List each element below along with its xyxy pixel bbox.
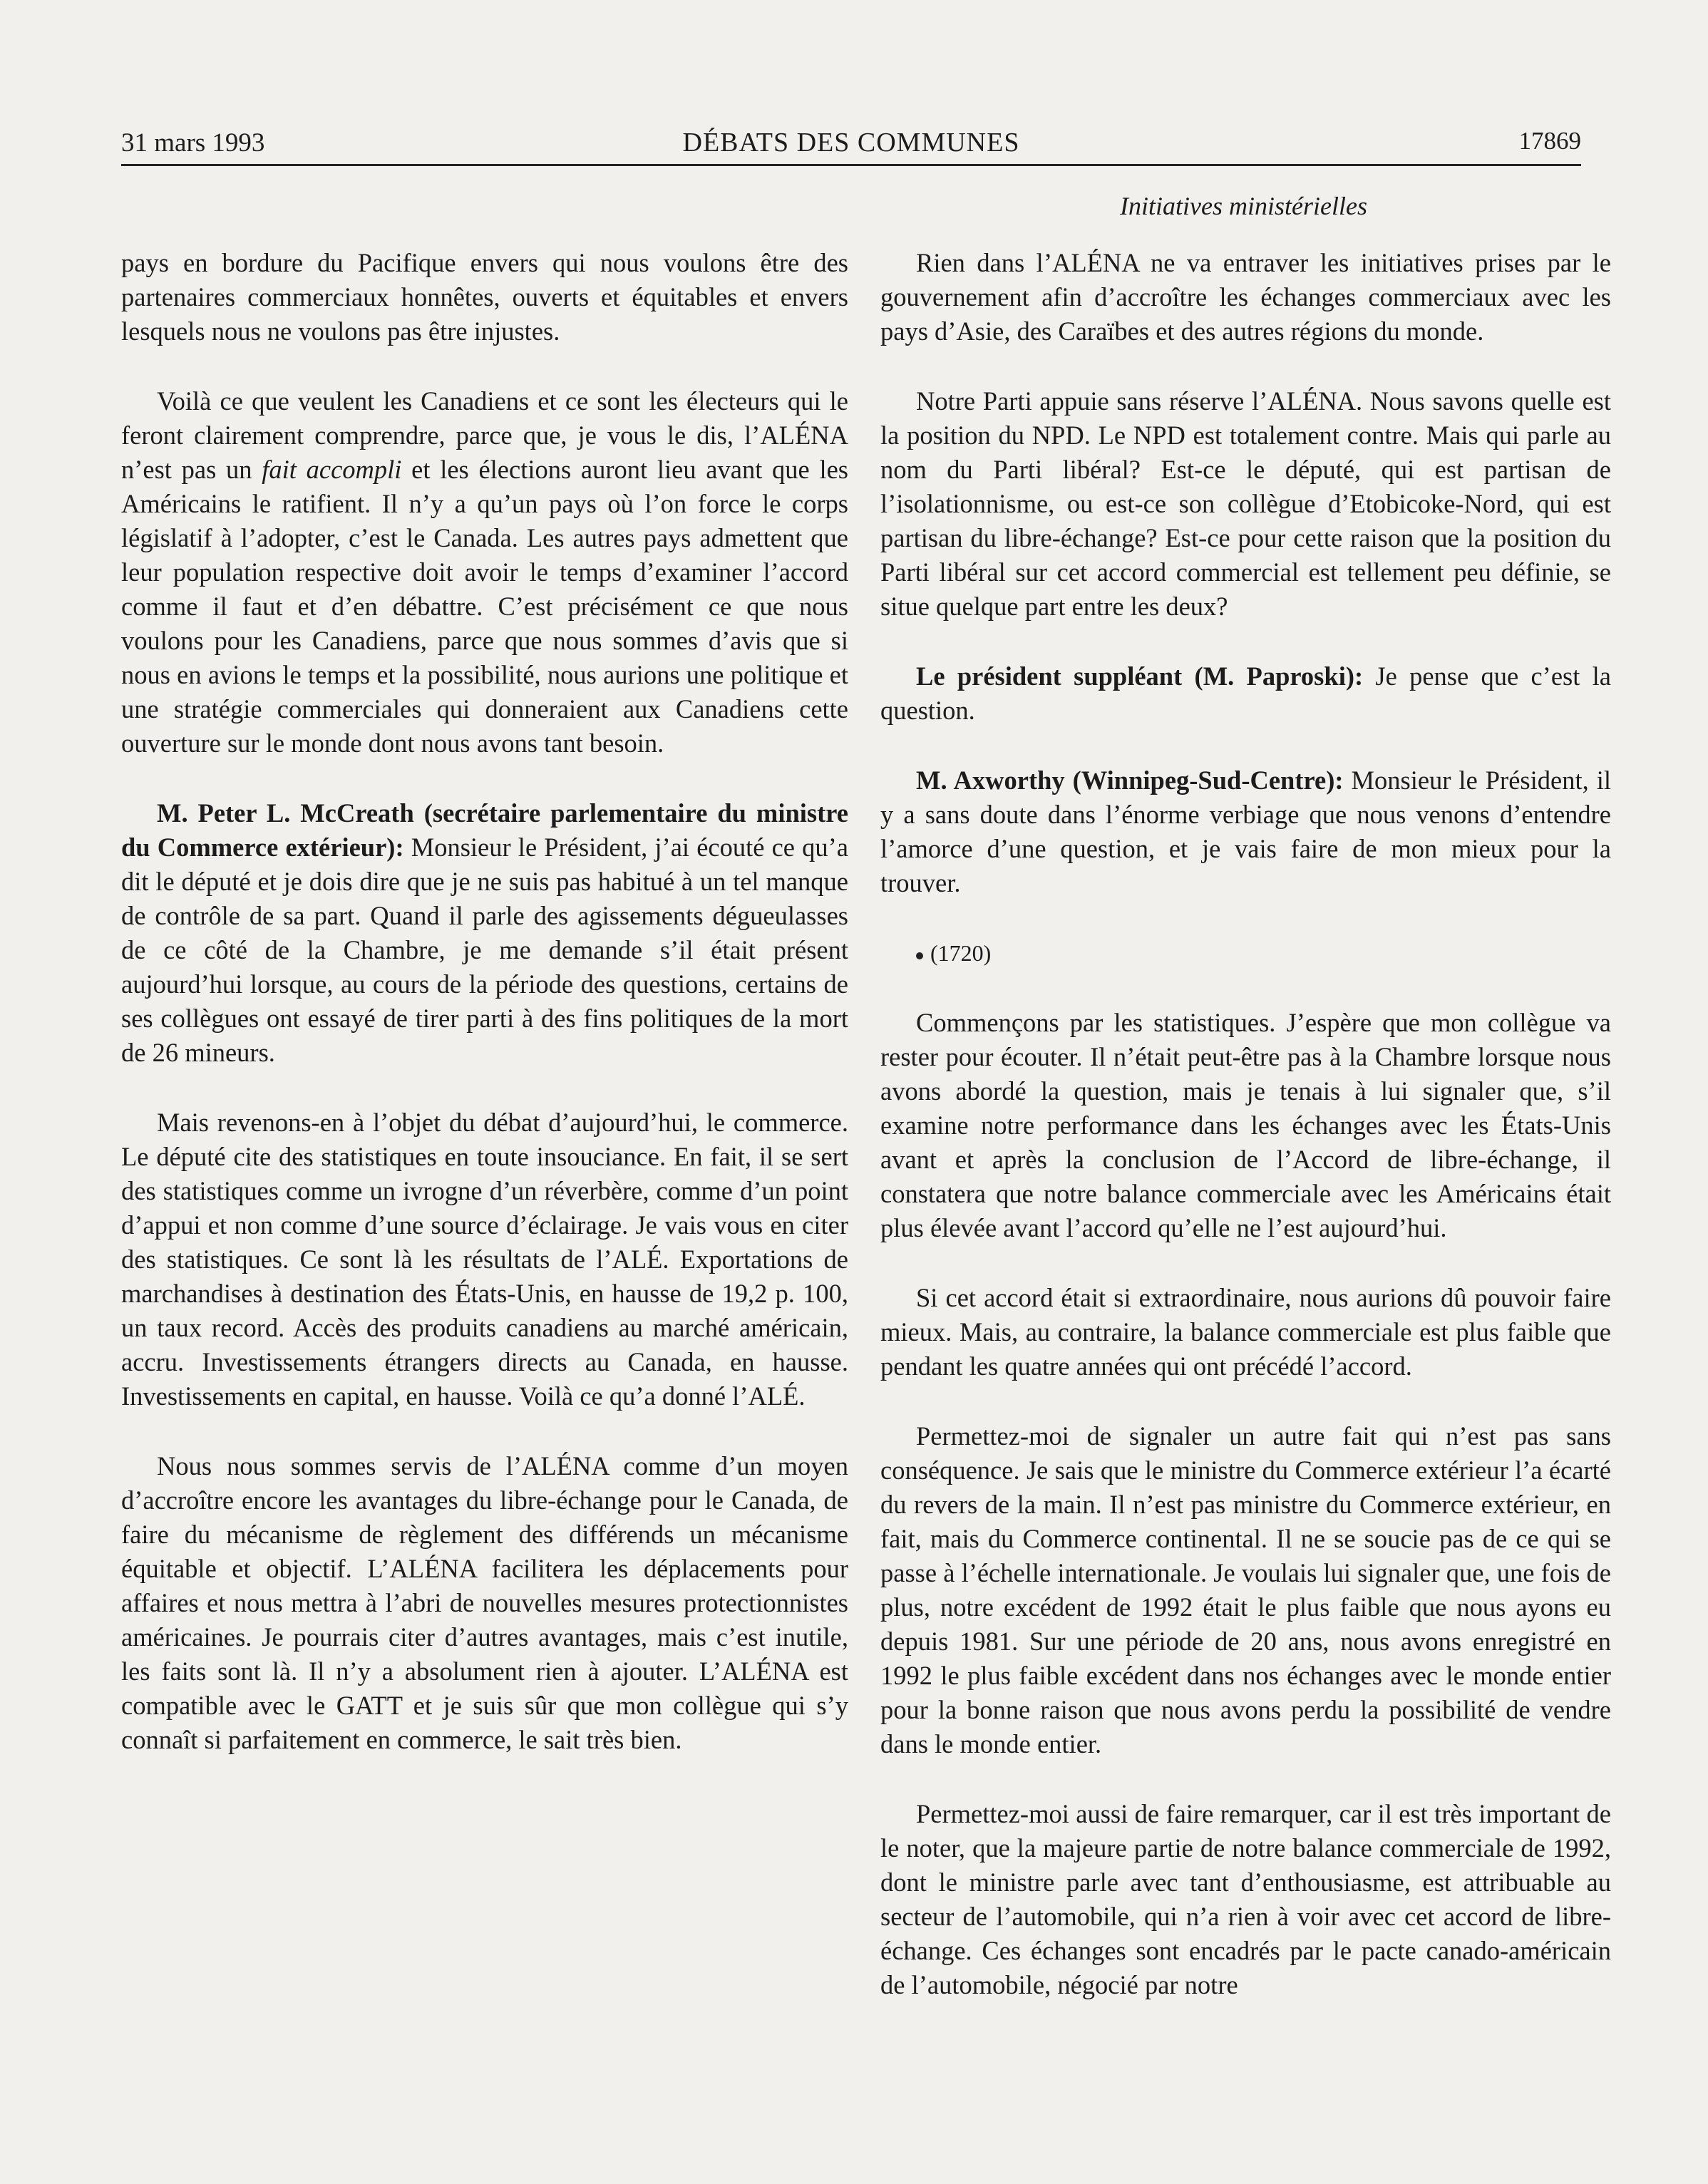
paragraph: Mais revenons-en à l’objet du débat d’aujourd’hui, le commerce. Le député cite des statistiques en toute insouciance. En fait, il se sert des statistiques comme un ivrogne d’un réverbère, comme d’un point d’appui et non comme d’une source d’éclairage. Je vais vous en citer des statistiques. Ce sont là les résultats de l’ALÉ. Exportations de marchandises à destination des États-Unis, en hausse de 19,2 p. 100, un taux record. Accès des produits canadiens au marché américain, accru. Investissements étrangers directs au Canada, en hausse. Investissements en capital, en hausse. Voilà ce qu’a donné l’ALÉ. [121, 1108, 848, 1411]
speech-text: Monsieur le Président, il y a sans doute dans l’énorme verbiage que nous venons d’entendre l’amorce d’une question, et je vais faire de mon mieux pour la trouver. [880, 766, 1611, 897]
bullet-icon [916, 952, 923, 959]
speaker-name: Le président suppléant (M. Paproski): [916, 661, 1364, 691]
speech-text: Monsieur le Président, j’ai écouté ce qu’a dit le député et je dois dire que je ne suis pas habitué à un tel manque de contrôle de sa part. Quand il parle des agissements dégueulasses de ce côté de la Chambre, je me demande s’il était présent aujourd’hui lorsque, au cours de la période des questions, certains de ses collègues ont essayé de tirer parti à des fins politiques de la mort de 26 mineurs. [121, 833, 848, 1067]
header-date: 31 mars 1993 [121, 128, 265, 158]
speech-paragraph [121, 796, 848, 1070]
speaker-name: M. Peter L. McCreath (secrétaire parlementaire du ministre du Commerce extérieur): [121, 798, 848, 862]
paragraph: Permettez-moi aussi de faire remarquer, car il est très important de le noter, que la majeure partie de notre balance commerciale de 1992, dont le ministre parle avec tant d’enthousiasme, est attribuable au secteur de l’automobile, qui n’a rien à voir avec cet accord de libre-échange. Ces échanges sont encadrés par le pacte canado-américain de l’automobile, négocié par notre [880, 1799, 1611, 1999]
right-column [880, 246, 1611, 2038]
paragraph: Si cet accord était si extraordinaire, nous aurions dû pouvoir faire mieux. Mais, au contraire, la balance commerciale est plus faible que pendant les quatre années qui ont précédé l’accord. [880, 1283, 1611, 1381]
header-title: DÉBATS DES COMMUNES [682, 128, 1020, 158]
paragraph-text: et les élections auront lieu avant que les Américains le ratifient. Il n’y a qu’un pays où l’on force le corps législatif à l’adopter, c’est le Canada. Les autres pays admettent que leur population respective doit avoir le temps d’examiner l’accord comme il faut et d’en débattre. C’est précisément ce que nous voulons pour les Canadiens, parce que nous sommes d’avis que si nous en avions le temps et la possibilité, nous aurions une politique et une stratégie commerciales qui donneraient aux Canadiens cette ouverture sur le monde dont nous avons tant besoin. [121, 455, 849, 758]
header-page-number: 17869 [1518, 127, 1581, 155]
paragraph-text: Voilà ce que veulent les Canadiens et ce sont les électeurs qui le feront clairement comprendre, parce que, je vous le dis, l’ALÉNA n’est pas un [121, 386, 848, 484]
speech-text: Je pense que c’est la question. [880, 661, 1611, 725]
paragraph [121, 384, 848, 761]
paragraph: Rien dans l’ALÉNA ne va entraver les initiatives prises par le gouvernement afin d’accroître les échanges commerciaux avec les pays d’Asie, des Caraïbes et des autres régions du monde. [880, 248, 1611, 346]
running-header [121, 114, 1581, 166]
timestamp-text: (1720) [930, 940, 992, 966]
left-column [121, 246, 848, 1793]
paragraph: pays en bordure du Pacifique envers qui nous voulons être des partenaires commerciaux honnêtes, ouverts et équitables et envers lesquels nous ne voulons pas être injustes. [121, 248, 848, 346]
speech-paragraph [880, 659, 1611, 728]
paragraph: Commençons par les statistiques. J’espère que mon collègue va rester pour écouter. Il n’était peut-être pas à la Chambre lorsque nous avons abordé la question, mais je tenais à lui signaler que, s’il examine notre performance dans les échanges avec les États-Unis avant et après la conclusion de l’Accord de libre-échange, il constatera que notre balance commerciale avec les Américains était plus élevée avant l’accord qu’elle ne l’est aujourd’hui. [880, 1008, 1611, 1242]
section-title: Initiatives ministérielles [1120, 192, 1367, 220]
speech-paragraph [880, 763, 1611, 900]
paragraph: Notre Parti appuie sans réserve l’ALÉNA. Nous savons quelle est la position du NPD. Le NPD est totalement contre. Mais qui parle au nom du Parti libéral? Est-ce le député, qui est partisan de l’isolationnisme, ou est-ce son collègue d’Etobicoke-Nord, qui est partisan du libre-échange? Est-ce pour cette raison que la position du Parti libéral sur cet accord commercial est tellement peu définie, se situe quelque part entre les deux? [880, 386, 1611, 621]
timestamp [880, 936, 1611, 970]
italic-phrase: fait accompli [262, 455, 402, 484]
speaker-name: M. Axworthy (Winnipeg-Sud-Centre): [916, 766, 1344, 795]
paragraph: Nous nous sommes servis de l’ALÉNA comme d’un moyen d’accroître encore les avantages du libre-échange pour le Canada, de faire du mécanisme de règlement des différends un mécanisme équitable et objectif. L’ALÉNA facilitera les déplacements pour affaires et nous mettra à l’abri de nouvelles mesures protectionnistes américaines. Je pourrais citer d’autres avantages, mais c’est inutile, les faits sont là. Il n’y a absolument rien à ajouter. L’ALÉNA est compatible avec le GATT et je suis sûr que mon collègue qui s’y connaît si parfaitement en commerce, le sait très bien. [121, 1451, 848, 1754]
paragraph: Permettez-moi de signaler un autre fait qui n’est pas sans conséquence. Je sais que le ministre du Commerce extérieur l’a écarté du revers de la main. Il n’est pas ministre du Commerce extérieur, en fait, mais du Commerce continental. Il ne se soucie pas de ce qui se passe à l’échelle internationale. Je voulais lui signaler que, une fois de plus, notre excédent de 1992 était le plus faible que nous ayons eu depuis 1981. Sur une période de 20 ans, nous avons enregistré en 1992 le plus faible excédent dans nos échanges avec le monde entier pour la bonne raison que nous avons perdu la possibilité de vendre dans le monde entier. [880, 1421, 1611, 1758]
